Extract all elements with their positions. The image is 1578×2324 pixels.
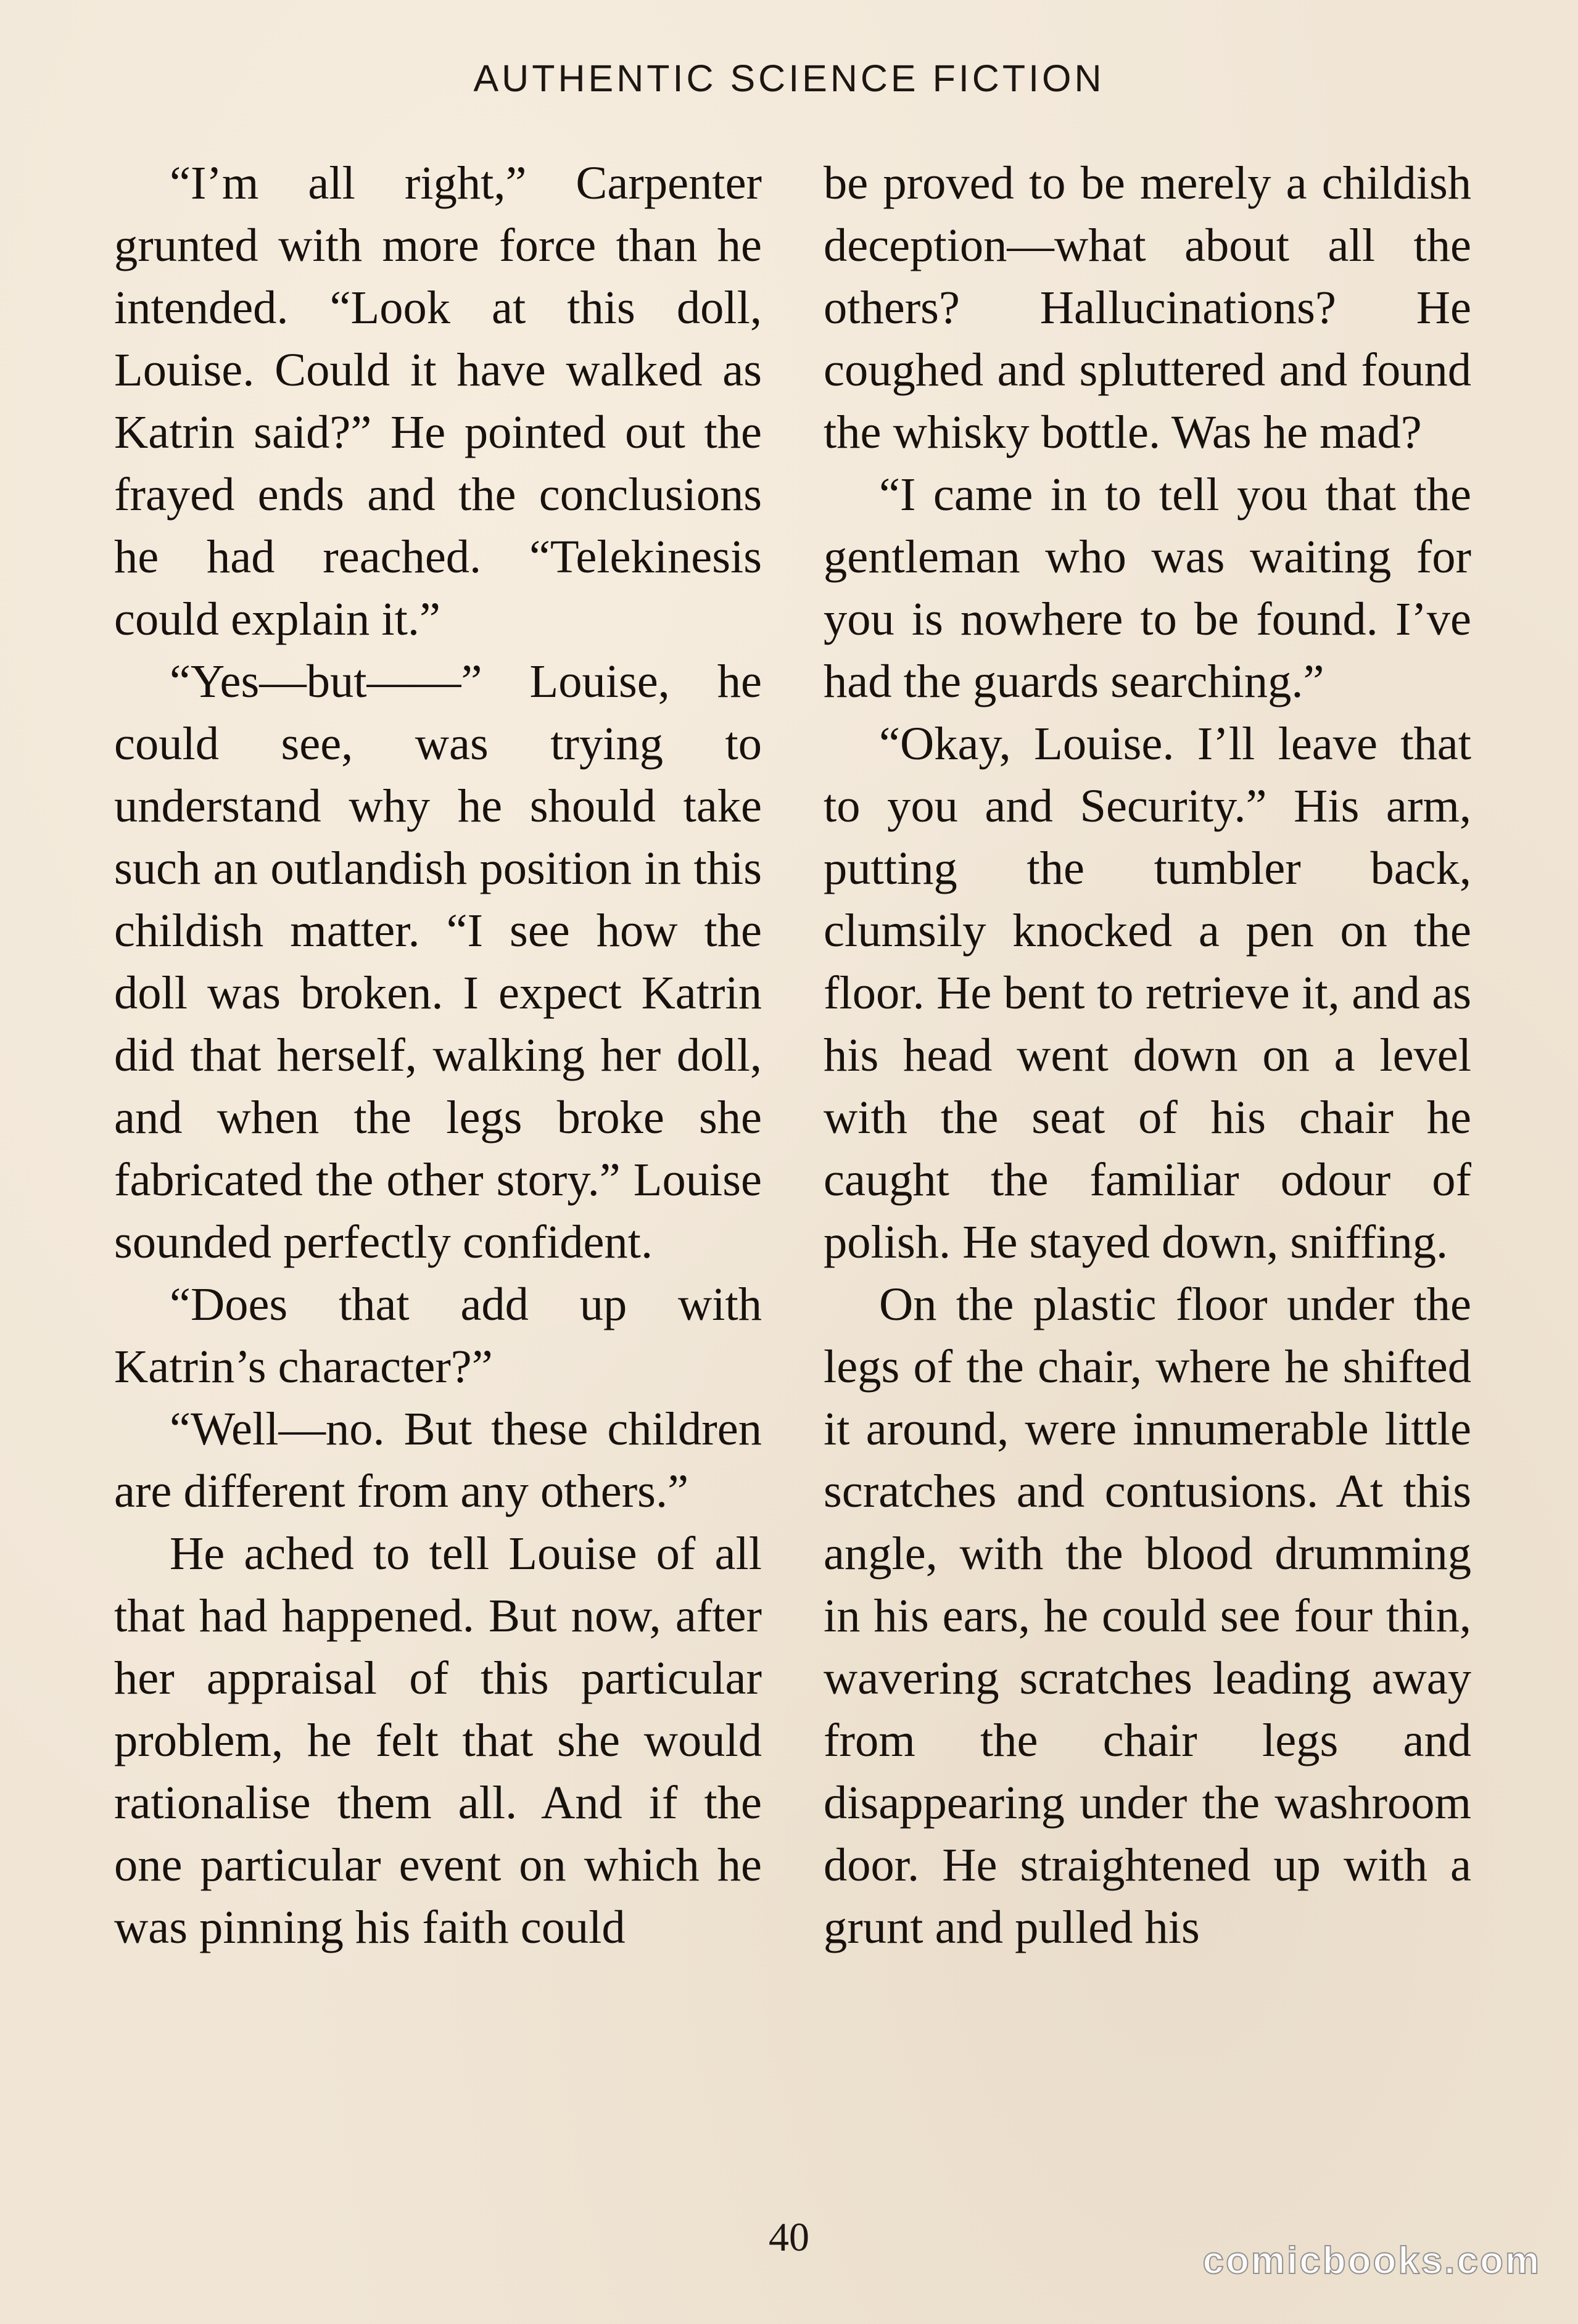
paragraph: “Okay, Louise. I’ll leave that to you and Security.” His arm, putting the tumbler back, clumsily knocked a pen on the floor. He bent to retrieve it, and as his head went down on a level with the seat of his chair he caught the familiar odour of polish. He stayed down, sniffing. [824,717,1471,1268]
paragraph: “Does that add up with Katrin’s character?” [114,1278,762,1393]
paragraph: “Yes—but——” Louise, he could see, was trying to understand why he should take such an outlandish position in this childish matter. “I see how the doll was broken. I expect Katrin did that herself, walking her doll, and when the legs broke she fabricated the other story.” Louise sounded perfectly confident. [114,655,762,1268]
paragraph: On the plastic floor under the legs of the chair, where he shifted it around, were innumerable little scratches and contusions. At this angle, with the blood drumming in his ears, he could see four thin, wavering scratches leading away from the chair legs and disappearing under the washroom door. He straightened up with a grunt and pulled his [824,1278,1471,1953]
paragraph-continuation: be proved to be merely a childish deception—what about all the others? Hallucinations? He coughed and spluttered and found the whisky bottle. Was he mad? [824,157,1471,458]
right-text-column [824,152,1471,1958]
left-text-column [114,152,762,1958]
paragraph: He ached to tell Louise of all that had happened. But now, after her appraisal of this particular problem, he felt that she would rationalise them all. And if the one particular event on which he was pinning his faith could [114,1527,762,1953]
site-watermark: comicbooks.com [1202,2240,1541,2282]
paragraph: “I’m all right,” Carpenter grunted with more force than he intended. “Look at this doll, Louise. Could it have walked as Katrin said?” He pointed out the frayed ends and the conclusions he had reached. “Telekinesis could explain it.” [114,157,762,645]
running-head: AUTHENTIC SCIENCE FICTION [473,57,1105,99]
paragraph: “I came in to tell you that the gentleman who was waiting for you is nowhere to be found. I’ve had the guards searching.” [824,468,1471,707]
page-number: 40 [769,2215,809,2260]
paragraph: “Well—no. But these children are different from any others.” [114,1403,762,1517]
